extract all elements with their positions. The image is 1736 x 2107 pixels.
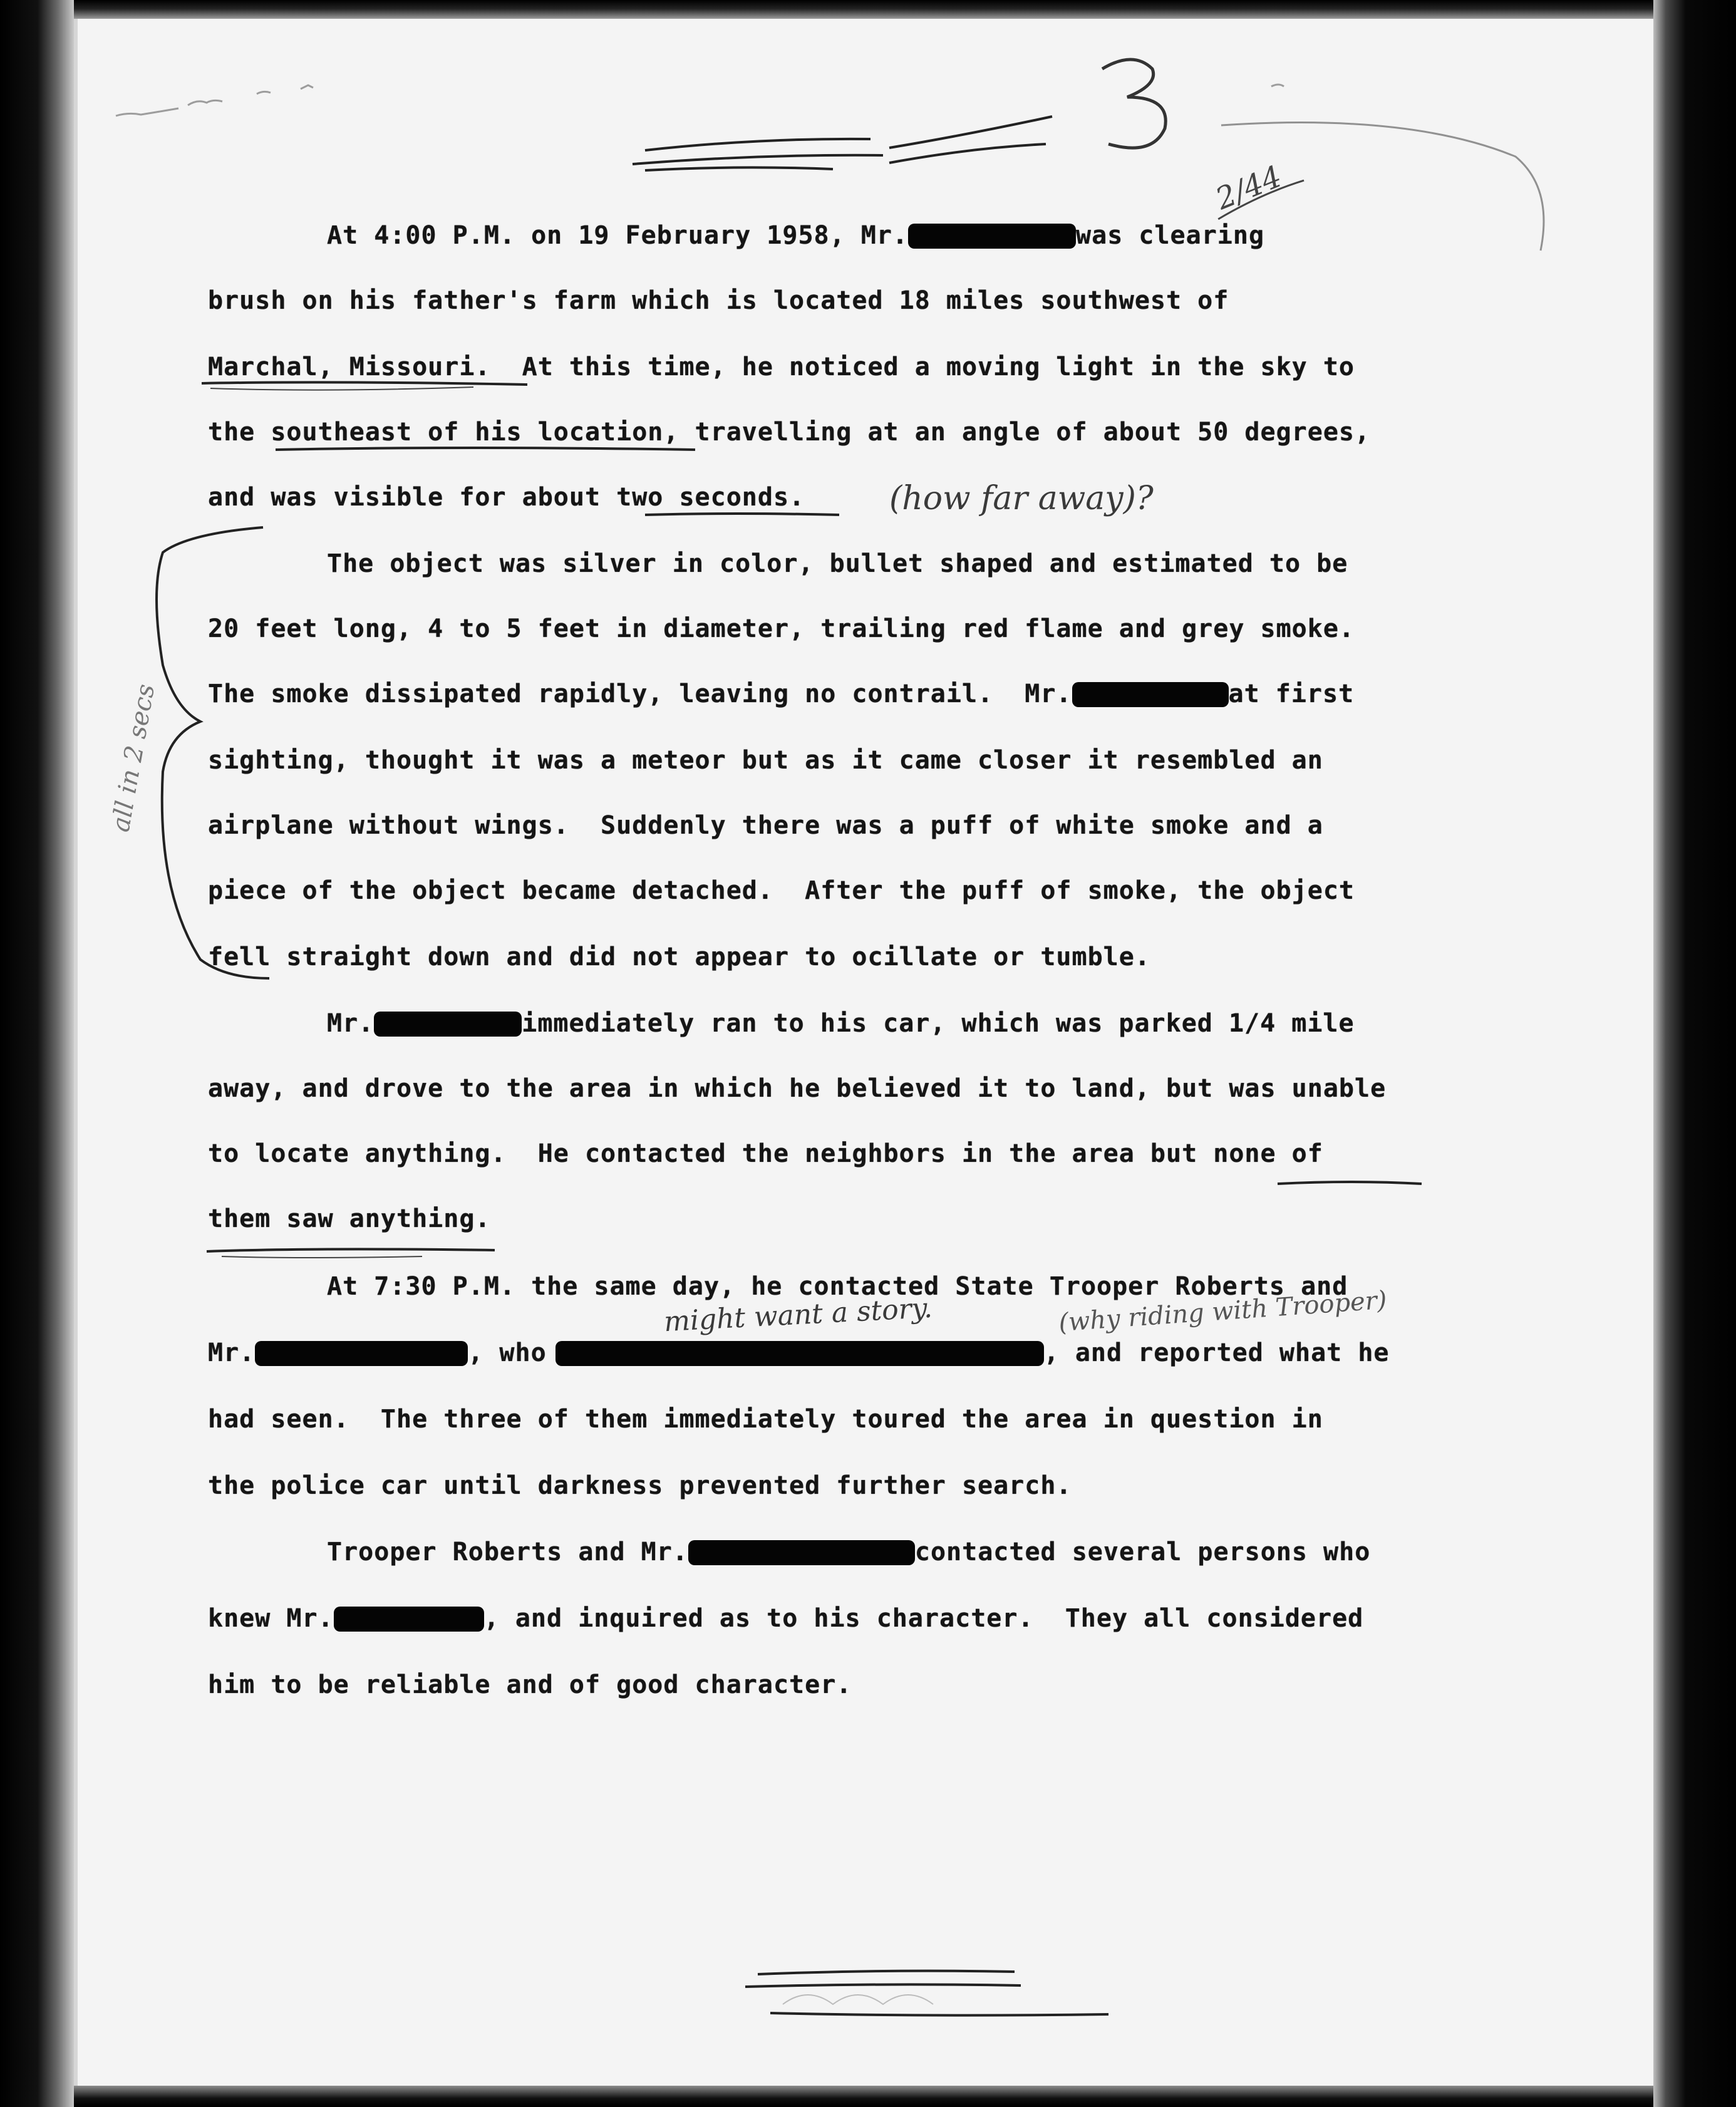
text-line: him to be reliable and of good character. <box>208 1670 852 1699</box>
redaction <box>255 1341 468 1366</box>
scan-border-right <box>1653 0 1736 2107</box>
text-line: The smoke dissipated rapidly, leaving no contrail. Mr. at first <box>208 680 1355 708</box>
text-line: Mr. , who , and reported what he <box>208 1338 1390 1367</box>
text-line: fell straight down and did not appear to ocillate or tumble. <box>208 943 1150 971</box>
text-line: to locate anything. He contacted the neighbors in the area but none of <box>208 1139 1323 1168</box>
text-line: the southeast of his location, travelling at an angle of about 50 degrees, <box>208 418 1371 447</box>
redaction <box>688 1540 915 1565</box>
text-line: the police car until darkness prevented further search. <box>208 1471 1072 1500</box>
text-line: The object was silver in color, bullet shaped and estimated to be <box>327 549 1348 578</box>
text-line: airplane without wings. Suddenly there was a puff of white smoke and a <box>208 811 1323 840</box>
text-line: At 7:30 P.M. the same day, he contacted State Trooper Roberts and <box>327 1272 1348 1301</box>
handwritten-note-story: might want a story. <box>663 1292 933 1338</box>
handwritten-note-trooper: (why riding with Trooper) <box>1058 1285 1388 1338</box>
text-line: Marchal, Missouri. At this time, he noticed a moving light in the sky to <box>208 353 1355 381</box>
text-line: brush on his father's farm which is located 18 miles southwest of <box>208 286 1229 315</box>
redaction <box>334 1607 484 1632</box>
sheet-edge <box>74 19 78 2086</box>
page-number-scrawl <box>1102 60 1165 148</box>
text-line: piece of the object became detached. After the puff of smoke, the object <box>208 876 1355 905</box>
text-line: and was visible for about two seconds. <box>208 483 805 512</box>
scan-border-bottom <box>0 2086 1736 2107</box>
handwritten-note-distance: (how far away)? <box>889 480 1154 517</box>
text-line: At 4:00 P.M. on 19 February 1958, Mr. was clearing <box>327 221 1265 250</box>
redaction <box>374 1012 522 1037</box>
redaction <box>555 1341 1044 1366</box>
text-line: Mr. immediately ran to his car, which was parked 1/4 mile <box>327 1009 1355 1038</box>
text-line: Trooper Roberts and Mr. contacted several persons who <box>327 1538 1371 1566</box>
text-line: away, and drove to the area in which he believed it to land, but was unable <box>208 1074 1387 1103</box>
text-line: them saw anything. <box>208 1204 491 1233</box>
text-line: sighting, thought it was a meteor but as it came closer it resembled an <box>208 746 1323 775</box>
text-line: had seen. The three of them immediately toured the area in question in <box>208 1405 1323 1434</box>
margin-note-left: all in 2 secs <box>106 681 161 834</box>
scan-border-top <box>0 0 1736 19</box>
redaction <box>908 224 1076 249</box>
scan-border-left <box>0 0 74 2107</box>
text-line: knew Mr. , and inquired as to his character. They all considered <box>208 1604 1364 1633</box>
margin-note-top: 2/44 <box>1211 158 1287 217</box>
redaction <box>1072 682 1229 707</box>
text-line: 20 feet long, 4 to 5 feet in diameter, trailing red flame and grey smoke. <box>208 614 1355 643</box>
